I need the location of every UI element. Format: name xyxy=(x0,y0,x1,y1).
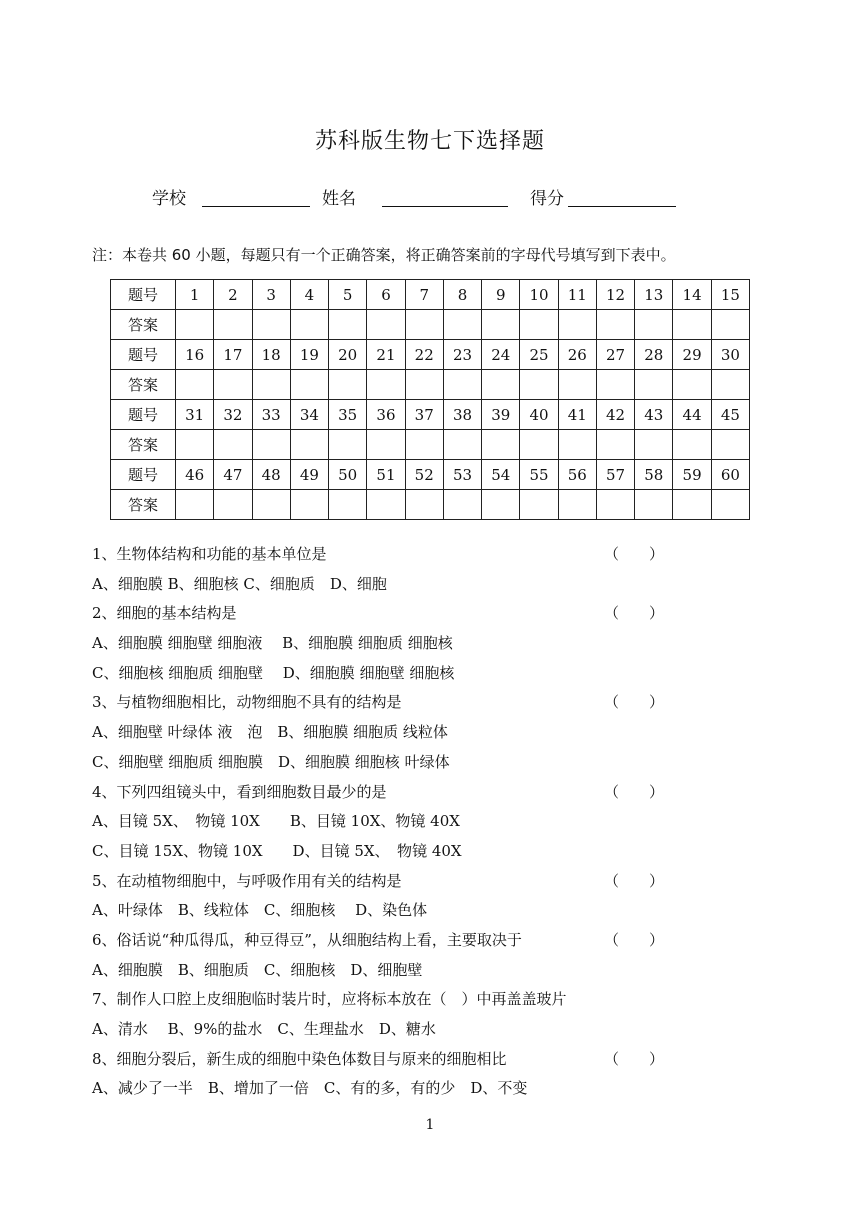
options-text: A、细胞膜 B、细胞核 C、细胞质 D、细胞 xyxy=(92,574,387,593)
question-number-cell: 29 xyxy=(673,340,711,370)
question-stem xyxy=(92,688,772,718)
question-number-cell: 33 xyxy=(252,400,290,430)
answer-cell[interactable] xyxy=(635,310,673,340)
options-text: A、细胞膜 B、细胞质 C、细胞核 D、细胞壁 xyxy=(92,960,423,979)
answer-cell[interactable] xyxy=(558,370,596,400)
answer-cell[interactable] xyxy=(635,490,673,520)
answer-cell[interactable] xyxy=(176,430,214,460)
answer-cell[interactable] xyxy=(214,370,252,400)
answer-cell[interactable] xyxy=(367,430,405,460)
answer-cell[interactable] xyxy=(711,430,749,460)
question-options xyxy=(92,837,772,867)
question-number-cell: 40 xyxy=(520,400,558,430)
question-options xyxy=(92,956,772,986)
answer-cell[interactable] xyxy=(443,370,481,400)
question-number-cell: 46 xyxy=(176,460,214,490)
answer-cell[interactable] xyxy=(558,310,596,340)
answer-cell[interactable] xyxy=(443,430,481,460)
answer-row xyxy=(111,430,750,460)
answer-cell[interactable] xyxy=(176,310,214,340)
question-number-cell: 17 xyxy=(214,340,252,370)
question-options xyxy=(92,718,772,748)
question-stem xyxy=(92,540,772,570)
question-number-cell: 38 xyxy=(443,400,481,430)
answer-cell[interactable] xyxy=(329,430,367,460)
question-number-cell: 3 xyxy=(252,280,290,310)
question-number-cell: 2 xyxy=(214,280,252,310)
answer-cell[interactable] xyxy=(482,490,520,520)
question-number-cell: 60 xyxy=(711,460,749,490)
answer-bracket[interactable]: （ ） xyxy=(604,693,665,712)
options-text: A、叶绿体 B、线粒体 C、细胞核 D、染色体 xyxy=(92,901,428,920)
answer-cell[interactable] xyxy=(290,430,328,460)
answer-cell[interactable] xyxy=(482,370,520,400)
options-text: C、细胞壁 细胞质 细胞膜 D、细胞膜 细胞核 叶绿体 xyxy=(92,752,450,771)
question-stem xyxy=(92,926,772,956)
number-row-label: 题号 xyxy=(111,460,176,490)
name-label: 姓名 xyxy=(322,189,356,209)
question-number-cell: 4 xyxy=(290,280,328,310)
number-row-label: 题号 xyxy=(111,340,176,370)
answer-cell[interactable] xyxy=(329,490,367,520)
question-options xyxy=(92,659,772,689)
question-stem xyxy=(92,985,772,1015)
answer-row xyxy=(111,310,750,340)
answer-row-label: 答案 xyxy=(111,430,176,460)
question-number-cell: 6 xyxy=(367,280,405,310)
answer-cell[interactable] xyxy=(596,370,634,400)
question-text: 4、下列四组镜头中，看到细胞数目最少的是 xyxy=(92,782,387,801)
options-text: A、细胞膜 细胞壁 细胞液 B、细胞膜 细胞质 细胞核 xyxy=(92,634,453,653)
answer-cell[interactable] xyxy=(405,490,443,520)
answer-row xyxy=(111,490,750,520)
question-number-cell: 1 xyxy=(176,280,214,310)
answer-cell[interactable] xyxy=(405,430,443,460)
question-text: 1、生物体结构和功能的基本单位是 xyxy=(92,545,327,563)
question-text: 8、细胞分裂后，新生成的细胞中染色体数目与原来的细胞相比 xyxy=(92,1049,507,1068)
answer-cell[interactable] xyxy=(635,430,673,460)
question-stem xyxy=(92,599,772,629)
answer-cell[interactable] xyxy=(520,430,558,460)
question-number-cell: 24 xyxy=(482,340,520,370)
number-row xyxy=(111,400,750,430)
question-number-cell: 39 xyxy=(482,400,520,430)
question-number-cell: 49 xyxy=(290,460,328,490)
question-number-cell: 54 xyxy=(482,460,520,490)
question-number-cell: 20 xyxy=(329,340,367,370)
answer-cell[interactable] xyxy=(558,490,596,520)
answer-bracket[interactable]: （ ） xyxy=(604,545,665,563)
answer-cell[interactable] xyxy=(482,430,520,460)
question-number-cell: 21 xyxy=(367,340,405,370)
answer-cell[interactable] xyxy=(290,310,328,340)
question-options xyxy=(92,570,772,600)
question-text: 2、细胞的基本结构是 xyxy=(92,604,237,623)
answer-cell[interactable] xyxy=(405,370,443,400)
question-number-cell: 30 xyxy=(711,340,749,370)
question-number-cell: 8 xyxy=(443,280,481,310)
answer-table xyxy=(110,279,750,520)
question-number-cell: 15 xyxy=(711,280,749,310)
question-stem xyxy=(92,1045,772,1075)
answer-bracket[interactable]: （ ） xyxy=(604,930,665,949)
answer-cell[interactable] xyxy=(290,490,328,520)
answer-cell[interactable] xyxy=(367,310,405,340)
answer-cell[interactable] xyxy=(673,370,711,400)
answer-cell[interactable] xyxy=(596,490,634,520)
question-number-cell: 5 xyxy=(329,280,367,310)
question-text: 6、俗话说“种瓜得瓜，种豆得豆”，从细胞结构上看，主要取决于 xyxy=(92,930,522,949)
options-text: A、目镜 5X、 物镜 10X B、目镜 10X、物镜 40X xyxy=(92,812,460,831)
document-title: 苏科版生物七下选择题 xyxy=(314,129,545,154)
question-number-cell: 10 xyxy=(520,280,558,310)
number-row-label: 题号 xyxy=(111,280,176,310)
answer-cell[interactable] xyxy=(176,370,214,400)
question-number-cell: 14 xyxy=(673,280,711,310)
question-number-cell: 59 xyxy=(673,460,711,490)
question-number-cell: 9 xyxy=(482,280,520,310)
question-number-cell: 31 xyxy=(176,400,214,430)
answer-cell[interactable] xyxy=(673,310,711,340)
number-row xyxy=(111,280,750,310)
answer-row-label: 答案 xyxy=(111,370,176,400)
options-text: C、目镜 15X、物镜 10X D、目镜 5X、 物镜 40X xyxy=(92,841,462,860)
question-text: 7、制作人口腔上皮细胞临时装片时，应将标本放在（ ）中再盖盖玻片 xyxy=(92,990,567,1009)
question-number-cell: 56 xyxy=(558,460,596,490)
question-number-cell: 22 xyxy=(405,340,443,370)
number-row-label: 题号 xyxy=(111,400,176,430)
answer-cell[interactable] xyxy=(520,370,558,400)
question-list xyxy=(92,540,772,1104)
instructions-note: 注：本卷共 60 小题，每题只有一个正确答案，将正确答案前的字母代号填写到下表中。 xyxy=(92,246,676,264)
answer-cell[interactable] xyxy=(252,430,290,460)
question-number-cell: 16 xyxy=(176,340,214,370)
options-text: A、细胞壁 叶绿体 液 泡 B、细胞膜 细胞质 线粒体 xyxy=(92,723,448,742)
question-number-cell: 36 xyxy=(367,400,405,430)
score-blank[interactable] xyxy=(568,206,676,207)
school-blank[interactable] xyxy=(202,206,310,207)
answer-cell[interactable] xyxy=(214,430,252,460)
answer-bracket[interactable]: （ ） xyxy=(604,604,665,623)
page-number: 1 xyxy=(425,1117,435,1133)
answer-bracket[interactable]: （ ） xyxy=(604,1049,665,1068)
answer-cell[interactable] xyxy=(443,310,481,340)
question-number-cell: 19 xyxy=(290,340,328,370)
question-number-cell: 23 xyxy=(443,340,481,370)
question-number-cell: 34 xyxy=(290,400,328,430)
question-number-cell: 18 xyxy=(252,340,290,370)
options-text: C、细胞核 细胞质 细胞壁 D、细胞膜 细胞壁 细胞核 xyxy=(92,663,455,682)
question-number-cell: 44 xyxy=(673,400,711,430)
answer-cell[interactable] xyxy=(635,370,673,400)
answer-cell[interactable] xyxy=(405,310,443,340)
question-number-cell: 28 xyxy=(635,340,673,370)
question-number-cell: 51 xyxy=(367,460,405,490)
school-label: 学校 xyxy=(152,189,186,209)
question-number-cell: 57 xyxy=(596,460,634,490)
answer-cell[interactable] xyxy=(329,370,367,400)
answer-cell[interactable] xyxy=(367,490,405,520)
options-text: A、清水 B、9%的盐水 C、生理盐水 D、糖水 xyxy=(92,1020,436,1038)
question-number-cell: 42 xyxy=(596,400,634,430)
question-options xyxy=(92,629,772,659)
question-text: 3、与植物细胞相比，动物细胞不具有的结构是 xyxy=(92,693,402,712)
question-stem xyxy=(92,778,772,808)
name-blank[interactable] xyxy=(382,206,508,207)
question-options xyxy=(92,1015,772,1045)
answer-row xyxy=(111,370,750,400)
number-row xyxy=(111,340,750,370)
answer-cell[interactable] xyxy=(214,490,252,520)
answer-cell[interactable] xyxy=(443,490,481,520)
question-options xyxy=(92,807,772,837)
answer-cell[interactable] xyxy=(596,430,634,460)
answer-cell[interactable] xyxy=(482,310,520,340)
question-number-cell: 37 xyxy=(405,400,443,430)
question-options xyxy=(92,1074,772,1104)
question-number-cell: 48 xyxy=(252,460,290,490)
answer-cell[interactable] xyxy=(558,430,596,460)
answer-cell[interactable] xyxy=(673,430,711,460)
answer-bracket[interactable]: （ ） xyxy=(604,782,665,801)
question-number-cell: 52 xyxy=(405,460,443,490)
answer-bracket[interactable]: （ ） xyxy=(604,871,665,890)
question-number-cell: 45 xyxy=(711,400,749,430)
answer-cell[interactable] xyxy=(252,370,290,400)
question-stem xyxy=(92,867,772,897)
question-number-cell: 27 xyxy=(596,340,634,370)
answer-cell[interactable] xyxy=(252,310,290,340)
answer-cell[interactable] xyxy=(329,310,367,340)
question-number-cell: 25 xyxy=(520,340,558,370)
options-text: A、减少了一半 B、增加了一倍 C、有的多，有的少 D、不变 xyxy=(92,1079,528,1098)
question-options xyxy=(92,748,772,778)
answer-row-label: 答案 xyxy=(111,310,176,340)
number-row xyxy=(111,460,750,490)
question-number-cell: 58 xyxy=(635,460,673,490)
answer-cell[interactable] xyxy=(711,310,749,340)
answer-cell[interactable] xyxy=(711,490,749,520)
question-number-cell: 43 xyxy=(635,400,673,430)
question-number-cell: 53 xyxy=(443,460,481,490)
question-options xyxy=(92,896,772,926)
answer-cell[interactable] xyxy=(711,370,749,400)
answer-cell[interactable] xyxy=(367,370,405,400)
answer-cell[interactable] xyxy=(214,310,252,340)
question-text: 5、在动植物细胞中，与呼吸作用有关的结构是 xyxy=(92,871,402,890)
answer-cell[interactable] xyxy=(596,310,634,340)
score-label: 得分 xyxy=(530,189,564,209)
question-number-cell: 55 xyxy=(520,460,558,490)
answer-cell[interactable] xyxy=(520,310,558,340)
answer-row-label: 答案 xyxy=(111,490,176,520)
answer-cell[interactable] xyxy=(520,490,558,520)
answer-cell[interactable] xyxy=(673,490,711,520)
question-number-cell: 26 xyxy=(558,340,596,370)
answer-cell[interactable] xyxy=(176,490,214,520)
question-number-cell: 47 xyxy=(214,460,252,490)
question-number-cell: 50 xyxy=(329,460,367,490)
answer-cell[interactable] xyxy=(290,370,328,400)
question-number-cell: 41 xyxy=(558,400,596,430)
answer-cell[interactable] xyxy=(252,490,290,520)
question-number-cell: 32 xyxy=(214,400,252,430)
question-number-cell: 7 xyxy=(405,280,443,310)
question-number-cell: 11 xyxy=(558,280,596,310)
question-number-cell: 12 xyxy=(596,280,634,310)
question-number-cell: 13 xyxy=(635,280,673,310)
question-number-cell: 35 xyxy=(329,400,367,430)
